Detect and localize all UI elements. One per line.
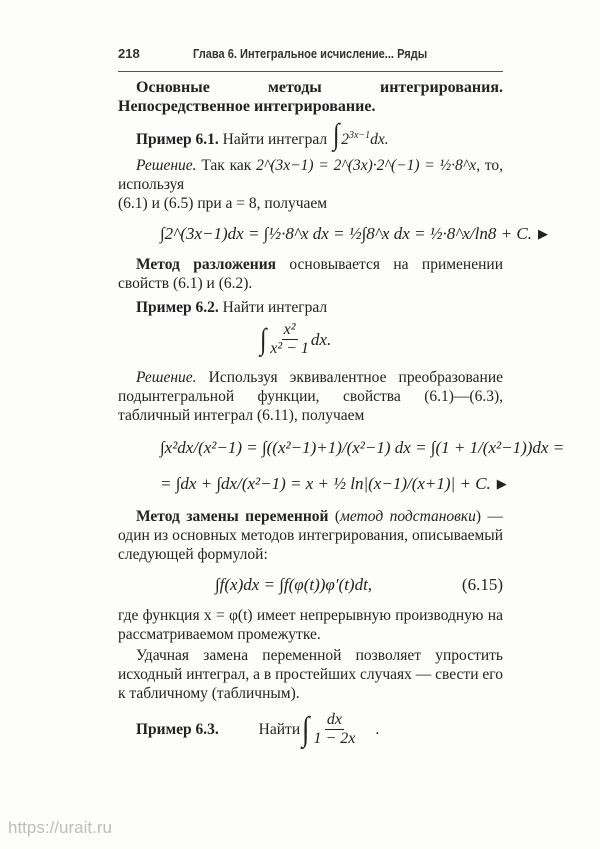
text: — один из основных методов интегрирования, описываемый следующей формулой:	[118, 508, 503, 563]
formula-6-2-line1: ∫x²dx/(x²−1) = ∫((x²−1)+1)/(x²−1) dx = ∫(1 + 1/(x²−1))dx =	[160, 438, 565, 457]
denominator: 1 − 2x	[313, 730, 356, 747]
solution-6-1	[118, 156, 503, 194]
solution-6-1-line2: (6.1) и (6.5) при a = 8, получаем	[118, 195, 328, 212]
success-paragraph: Удачная замена переменной позволяет упростить исходный интеграл, а в простейших случаях — свести его к табличному (табличным).	[118, 647, 503, 702]
chapter-title: Глава 6. Интегральное исчисление... Ряды	[193, 46, 428, 61]
dx: dx.	[310, 329, 332, 349]
text: Так как	[201, 157, 252, 174]
example-6-3: Пример 6.3. Найти ∫ $\frac{dx}{1 - 2x}$ .	[118, 711, 503, 748]
example-text: Найти	[258, 721, 301, 738]
section-title: Основные методы интегрирования. Непосредственное интегрирование.	[118, 79, 503, 115]
term: Метод замены переменной	[136, 508, 329, 525]
inline-formula: 2^(3x−1) = 2^(3x)·2^(−1) = ½·8^x	[256, 157, 477, 174]
watermark-url: https://urait.ru	[8, 818, 112, 837]
page-number: 218	[118, 46, 140, 61]
term: Метод разложения	[136, 256, 277, 273]
end-of-proof-triangle-icon: ▶	[496, 476, 507, 491]
example-label: Пример 6.3.	[136, 721, 219, 738]
numerator: x²	[283, 321, 296, 338]
substitution-paragraph: Метод замены переменной (метод подстановки) — один из основных методов интегрирования, описываемый следующей формулой:	[118, 508, 503, 563]
example-label: Пример 6.2.	[136, 299, 219, 316]
formula-text: ∫2^(3x−1)dx = ∫½·8^x dx = ½∫8^x dx = ½·8^x/ln8 + C.	[160, 224, 532, 243]
solution-6-2	[118, 368, 503, 425]
equation-number: (6.15)	[461, 575, 503, 594]
text: основывается на применении свойств (6.1) и (6.2).	[118, 256, 503, 292]
example-6-2	[118, 298, 503, 317]
header-rule	[118, 71, 503, 72]
decomposition-paragraph	[118, 255, 503, 293]
example-text: Найти интеграл	[222, 299, 328, 316]
formula-6-2: ∫ $\frac{\text{x²}}{\text{x² − 1}}$ dx.	[259, 321, 332, 357]
dx: dx.	[370, 131, 389, 148]
where-paragraph: где функция x = φ(t) имеет непрерывную производную на рассматриваемом промежутке.	[118, 607, 503, 643]
solution-label: Решение.	[136, 369, 197, 386]
formula-6-2-line2	[160, 473, 507, 495]
formula-6-15	[215, 574, 503, 596]
example-6-1: Пример 6.1. Найти интеграл ∫ $2^{3x-1}dx$.	[136, 118, 389, 151]
text: Используя эквивалентное преобразование подынтегральной функции, свойства (6.1)—(6.3), табличный интеграл (6.11), получаем	[118, 369, 503, 424]
integrand: 2	[341, 131, 349, 148]
numerator: dx	[326, 711, 342, 728]
formula-6-1	[160, 223, 548, 245]
denominator: x² − 1	[270, 340, 309, 357]
running-header	[118, 46, 503, 64]
page-body	[118, 78, 565, 748]
text: , то, используя	[118, 157, 504, 193]
example-label: Пример 6.1.	[136, 131, 219, 148]
example-text: Найти интеграл	[222, 131, 328, 148]
formula-text: ∫f(x)dx = ∫f(φ(t))φ′(t)dt,	[215, 575, 373, 594]
solution-label: Решение.	[136, 157, 197, 174]
term-alt: метод подстановки	[340, 508, 476, 525]
exponent: 3x−1	[348, 129, 371, 141]
end-of-proof-triangle-icon: ▶	[537, 226, 548, 241]
formula-text: = ∫dx + ∫dx/(x²−1) = x + ½ ln|(x−1)/(x+1)| + C.	[160, 474, 491, 493]
